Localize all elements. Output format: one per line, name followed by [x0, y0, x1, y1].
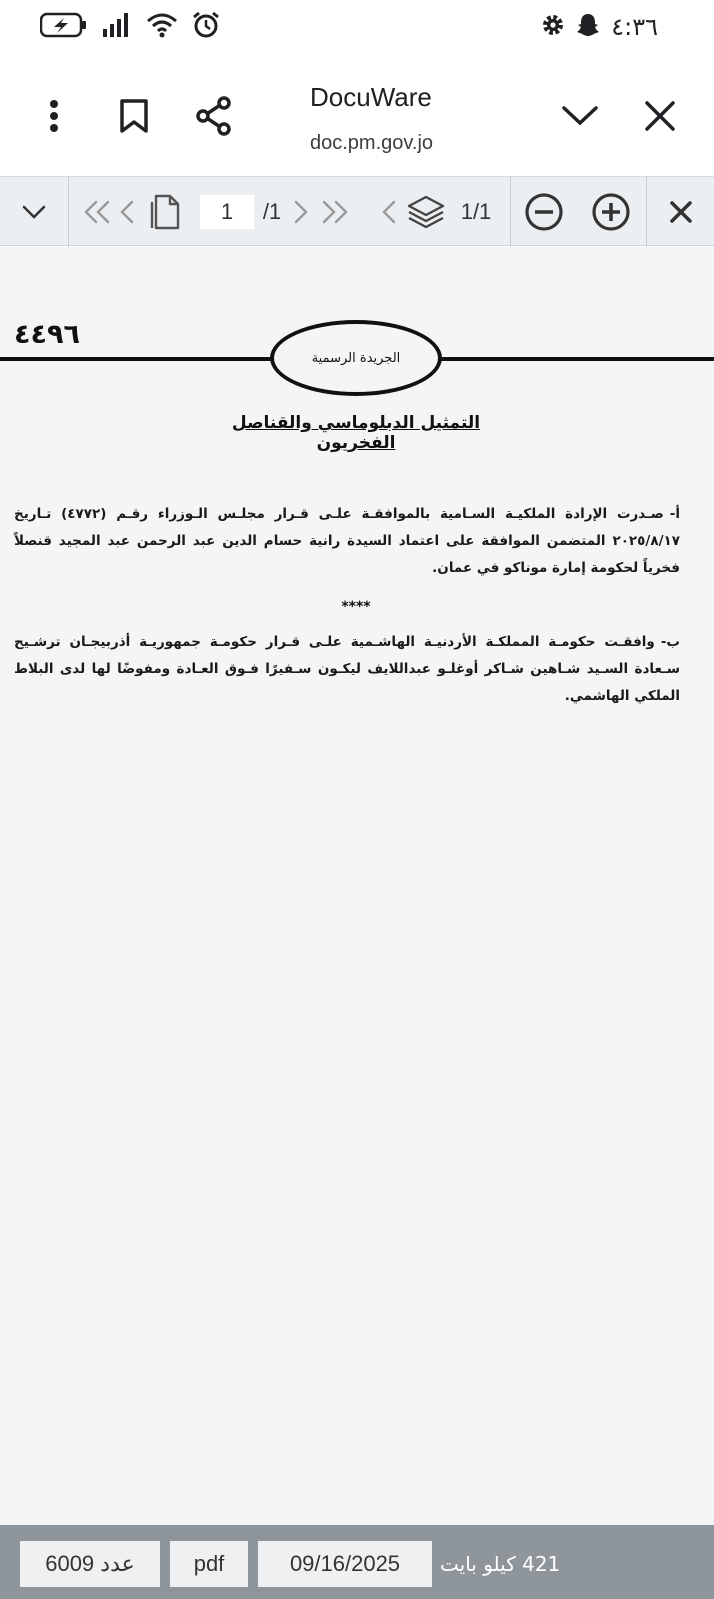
paragraph-a [14, 501, 680, 582]
wifi-icon [146, 12, 178, 42]
share-icon[interactable] [192, 94, 236, 138]
document-date-box [258, 1541, 432, 1587]
zoom-out-icon[interactable] [518, 177, 570, 247]
page-count: عدد 6009 [45, 1551, 135, 1576]
file-format-box [170, 1541, 248, 1587]
toolbar-divider [68, 177, 69, 247]
status-bar [0, 0, 714, 56]
signal-icon [102, 12, 132, 42]
next-page-icon[interactable] [290, 177, 312, 247]
file-size: 421 كيلو بايت [440, 1552, 561, 1576]
first-page-icon[interactable] [80, 177, 114, 247]
paragraph-b [14, 629, 680, 710]
page-title: DocuWare [310, 82, 432, 112]
alarm-icon [192, 11, 220, 43]
document-date: 09/16/2025 [289, 1551, 401, 1576]
page-icon [146, 177, 182, 247]
page-total: /1 [262, 199, 282, 224]
close-icon[interactable] [638, 94, 682, 138]
browser-header [0, 56, 714, 176]
page-url: doc.pm.gov.jo [310, 132, 434, 154]
paragraph-b-text: وافقـت حكومـة المملكـة الأردنيـة الهاشـمية علـى قـرار حكومـة جمهوريـة أذربيجـان ترشـيح سـعادة السـيد شـاهين شـاكر أوغلـو عبداللايف ليكـون سـفيرًا فـوق العـادة ومفوضًا لها لدى البلاط الملكي الهاشمي. [14, 634, 680, 704]
file-format: pdf [193, 1551, 225, 1576]
close-viewer-icon[interactable] [647, 177, 714, 247]
layer-count-wrap [454, 177, 498, 247]
status-icons-left [40, 12, 220, 42]
snapchat-icon [575, 12, 601, 42]
page-total-wrap [258, 177, 286, 247]
viewer-toolbar [0, 176, 714, 246]
paragraph-a-label: أ- [669, 506, 680, 522]
section-separator: **** [341, 599, 371, 615]
gazette-label: الجريدة الرسمية [311, 350, 401, 366]
layers-icon[interactable] [404, 177, 448, 247]
gazette-seal [270, 320, 442, 396]
last-page-icon[interactable] [318, 177, 352, 247]
document-title: التمثيل الدبلوماسي والقناصل الفخريون [231, 413, 481, 453]
battery-charging-icon [40, 12, 88, 42]
document-info-bar [0, 1525, 714, 1599]
status-icons-right [541, 12, 658, 42]
bookmark-icon[interactable] [112, 94, 156, 138]
layer-count: 1/1 [460, 199, 492, 224]
previous-page-icon[interactable] [116, 177, 138, 247]
chevron-down-icon[interactable] [558, 94, 602, 138]
toolbar-collapse-icon[interactable] [0, 177, 68, 247]
paragraph-b-label: ب- [660, 634, 680, 650]
document-viewer[interactable] [0, 247, 714, 1525]
settings-icon [541, 13, 565, 41]
more-icon[interactable] [32, 94, 76, 138]
status-time: ٤:٣٦ [611, 13, 658, 41]
page-count-box [20, 1541, 160, 1587]
toolbar-divider [510, 177, 511, 247]
paragraph-a-text: صـدرت الإرادة الملكيـة السـامية بالموافقـة علـى قـرار مجلـس الـوزراء رقـم (٤٧٧٢) تـاريخ ٢٠٢٥/٨/١٧ المتضمن الموافقة على اعتماد السيدة رانية حسام الدين عبد الرحمن عبد المجيد قنصلاً فخرياً لحكومة إمارة موناكو في عمان. [14, 506, 680, 576]
gazette-page-number: ٤٤٩٦ [14, 319, 80, 350]
previous-layer-icon[interactable] [378, 177, 400, 247]
zoom-in-icon[interactable] [585, 177, 637, 247]
page-number-input[interactable] [200, 195, 254, 229]
